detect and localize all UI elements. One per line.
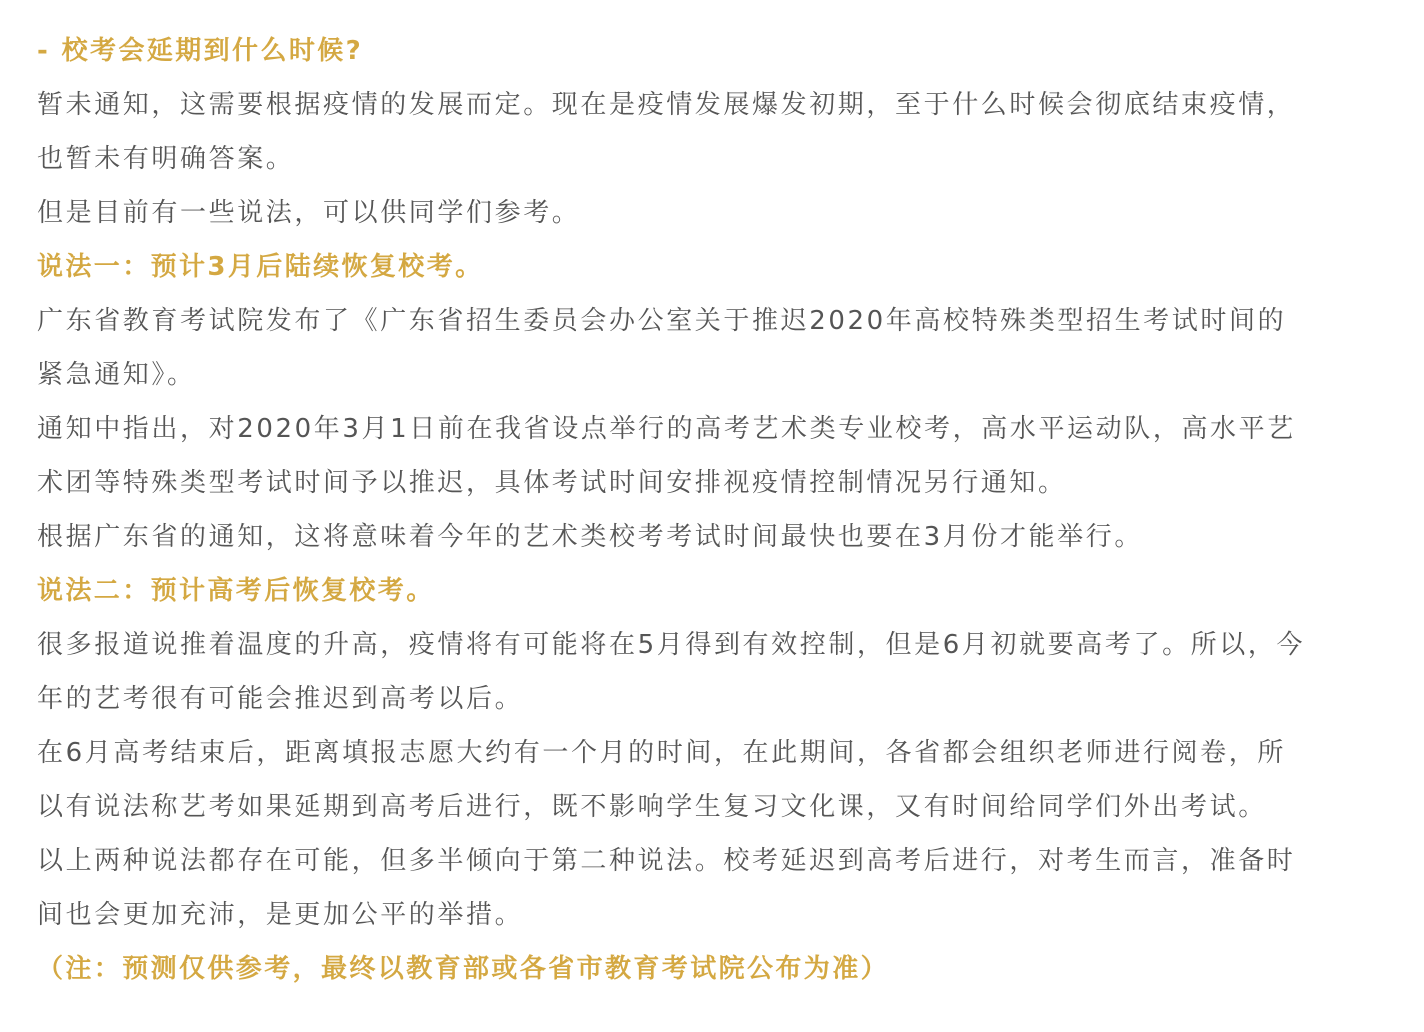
claim1-paragraph-3: 根据广东省的通知，这将意味着今年的艺术类校考考试时间最快也要在3月份才能举行。	[37, 522, 1143, 552]
text-line: 年的艺考很有可能会推迟到高考以后。	[37, 684, 524, 714]
disclaimer-note: （注：预测仅供参考，最终以教育部或各省市教育考试院公布为准）	[37, 954, 890, 984]
text-line: 间也会更加充沛，是更加公平的举措。	[37, 900, 524, 930]
question-heading: - 校考会延期到什么时候?	[37, 36, 364, 66]
claim2-paragraph-1	[37, 618, 1389, 726]
answer-paragraph	[37, 78, 1389, 186]
text-line: 在6月高考结束后，距离填报志愿大约有一个月的时间，在此期间，各省都会组织老师进行阅卷，所	[37, 738, 1286, 768]
intro-paragraph: 但是目前有一些说法，可以供同学们参考。	[37, 198, 581, 228]
text-line: 也暂未有明确答案。	[37, 144, 295, 174]
claim1-heading: 说法一：预计3月后陆续恢复校考。	[37, 252, 484, 282]
claim1-paragraph-1	[37, 294, 1389, 402]
text-line: 以有说法称艺考如果延期到高考后进行，既不影响学生复习文化课，又有时间给同学们外出考试。	[37, 792, 1267, 822]
text-line: 暂未通知，这需要根据疫情的发展而定。现在是疫情发展爆发初期，至于什么时候会彻底结束疫情，	[37, 90, 1296, 120]
article-body	[37, 24, 1389, 996]
claim1-paragraph-2	[37, 402, 1389, 510]
text-line: 很多报道说推着温度的升高，疫情将有可能将在5月得到有效控制，但是6月初就要高考了。所以，今	[37, 630, 1306, 660]
text-line: 紧急通知》。	[37, 360, 196, 390]
text-line: 广东省教育考试院发布了《广东省招生委员会办公室关于推迟2020年高校特殊类型招生考试时间的	[37, 306, 1287, 336]
text-line: 以上两种说法都存在可能，但多半倾向于第二种说法。校考延迟到高考后进行，对考生而言，准备时	[37, 846, 1296, 876]
conclusion-paragraph	[37, 834, 1389, 942]
claim2-heading: 说法二：预计高考后恢复校考。	[37, 576, 435, 606]
text-line: 通知中指出，对2020年3月1日前在我省设点举行的高考艺术类专业校考，高水平运动队，高水平艺	[37, 414, 1296, 444]
claim2-paragraph-2	[37, 726, 1389, 834]
text-line: 术团等特殊类型考试时间予以推迟，具体考试时间安排视疫情控制情况另行通知。	[37, 468, 1067, 498]
